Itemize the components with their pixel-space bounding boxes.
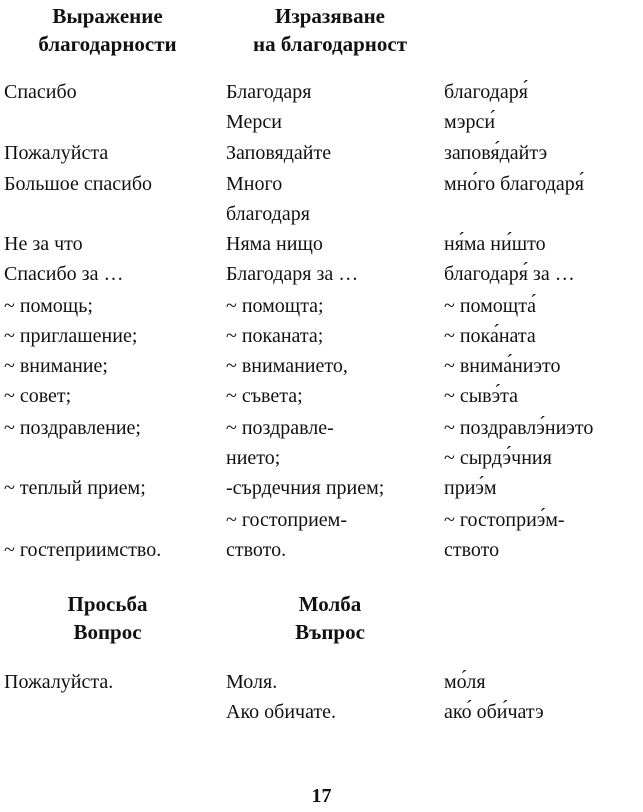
cell-russian: ~ теплый прием; (4, 477, 146, 499)
cell-bulgarian: нието; (226, 447, 281, 469)
cell-russian: ~ внимание; (4, 355, 108, 377)
cell-bulgarian: Много (226, 173, 283, 195)
cell-russian: Спасибо за … (4, 263, 124, 285)
cell-transcription: благодаря́ за … (444, 263, 575, 285)
header2-bulgarian (220, 590, 440, 646)
cell-transcription: благодаря́ (444, 81, 528, 103)
cell-bulgarian: Заповядайте (226, 142, 332, 164)
cell-bulgarian: Моля. (226, 671, 278, 693)
page-number: 17 (311, 785, 332, 807)
header2-russian (0, 590, 215, 646)
header2-bulgarian-line1: Молба (298, 592, 362, 616)
header-russian-line1: Выражение (52, 4, 163, 28)
cell-russian: ~ совет; (4, 385, 72, 407)
cell-russian: Большое спасибо (4, 173, 153, 195)
header2-bulgarian-line2: Въпрос (295, 620, 365, 644)
cell-transcription: мо́ля (444, 671, 486, 693)
cell-transcription: ~ поздравлэ́ниэто (444, 417, 594, 439)
cell-transcription: мэрси́ (444, 111, 496, 133)
cell-bulgarian: Ако обичате. (226, 701, 337, 723)
header-russian-line2: благодарности (38, 32, 177, 56)
cell-transcription: ството (444, 539, 500, 561)
header-russian (0, 2, 215, 58)
cell-russian: ~ гостеприимство. (4, 539, 162, 561)
cell-transcription: приэ́м (444, 477, 497, 499)
cell-russian: ~ помощь; (4, 295, 93, 317)
cell-transcription: ~ помощта́ (444, 295, 537, 317)
cell-transcription: ако́ оби́чатэ (444, 701, 544, 723)
header2-russian-line2: Вопрос (73, 620, 142, 644)
cell-transcription: ~ пока́ната (444, 325, 536, 347)
cell-bulgarian: -сърдечния прием; (226, 477, 385, 499)
cell-bulgarian: ~ вниманието, (226, 355, 348, 377)
cell-russian: Спасибо (4, 81, 77, 103)
cell-transcription: ~ внима́ниэто (444, 355, 561, 377)
cell-bulgarian: Благодаря за … (226, 263, 359, 285)
cell-bulgarian: ~ помощта; (226, 295, 324, 317)
cell-transcription: мно́го благодаря́ (444, 173, 584, 195)
header-bulgarian (220, 2, 440, 58)
cell-russian: ~ поздравление; (4, 417, 141, 439)
cell-bulgarian: Благодаря (226, 81, 312, 103)
header-bulgarian-line2: на благодарност (252, 32, 408, 56)
header-bulgarian-line1: Изразяване (274, 4, 385, 28)
cell-russian: Пожалуйста (4, 142, 109, 164)
cell-transcription: ~ сывэ́та (444, 385, 519, 407)
cell-transcription: ~ сырдэ́чния (444, 447, 552, 469)
cell-bulgarian: ~ поздравле- (226, 417, 334, 439)
cell-bulgarian: ~ съвета; (226, 385, 303, 407)
cell-russian: Не за что (4, 233, 83, 255)
header2-russian-line1: Просьба (67, 592, 148, 616)
cell-russian: Пожалуйста. (4, 671, 114, 693)
cell-bulgarian: ~ гостоприем- (226, 509, 347, 531)
cell-transcription: ~ гостоприэ́м- (444, 509, 565, 531)
cell-bulgarian: ството. (226, 539, 287, 561)
cell-transcription: ня́ма ни́што (444, 233, 546, 255)
cell-bulgarian: ~ поканата; (226, 325, 324, 347)
cell-russian: ~ приглашение; (4, 325, 138, 347)
cell-bulgarian: Мерси (226, 111, 282, 133)
cell-transcription: заповя́дайтэ (444, 142, 548, 164)
cell-bulgarian: Няма нищо (226, 233, 323, 255)
cell-bulgarian: благодаря (226, 203, 310, 225)
